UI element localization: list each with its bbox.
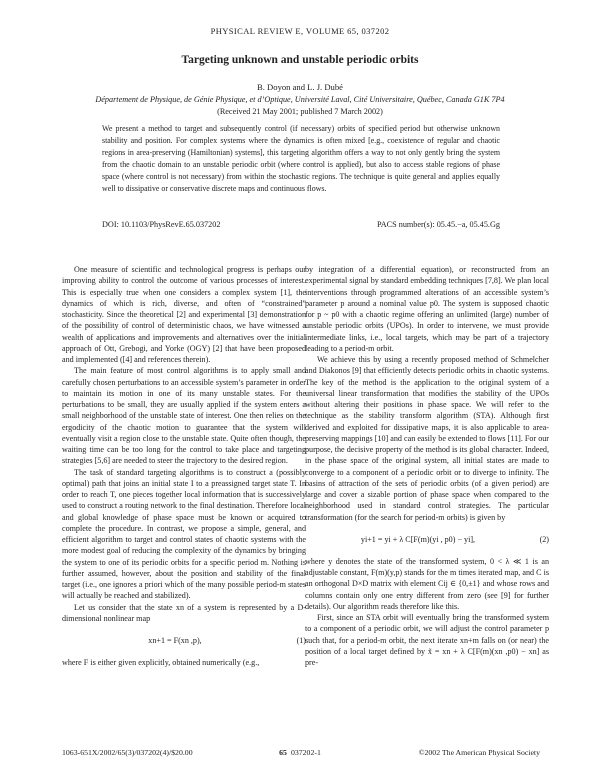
paragraph: First, since an STA orbit will eventually bring the transformed system to a component of a periodic orbit, we will adjust the control parameter p such that, for a period-m orbit, the next iterate xn+m falls on (or near) the position of a local target defined by x̃ = xn + λ C[F(m)(xn ,p0) − xn] as pre- bbox=[305, 613, 549, 667]
paragraph: The task of standard targeting algorithms is to construct a (possibly optimal) path that joins an initial state I to a preassigned target state T. In order to reach T, one pieces together local information that is successively used to construct a routing network to the final destination. Therefore local and global knowledge of phase space must be known or acquired to complete the procedure. In contrast, we propose a simple, general, and efficient algorithm to target and control states of chaotic systems with the more modest goal of reducing the complexity of the dynamics by bringing the system to one of its periodic orbits for a specific period m. Nothing is further assumed, however, about the position and stability of the final target (i.e., one ignores a priori which of the many possible period-m states will actually be reached and stabilized). bbox=[62, 467, 306, 601]
left-column bbox=[62, 264, 306, 668]
equation-number: (1) bbox=[296, 636, 306, 646]
paper-title: Targeting unknown and unstable periodic orbits bbox=[181, 54, 419, 66]
footer-issn: 1063-651X/2002/65(3)/037202(4)/$20.00 bbox=[62, 748, 193, 757]
right-column bbox=[305, 264, 549, 668]
paragraph: The main feature of most control algorithms is to apply small and carefully chosen perturbations to an accessible system’s parameter in order to maintain its motion in one of its many unstable states. For the perturbations to be small, they are usually applied if the system enters a small neighborhood of the unstable state of interest. One then relies on the ergodicity of the chaotic motion to guarantee that the system will eventually visit a region close to the unstable state. Quite often though, the waiting time can be too long for the control to take place and targeting strategies [5,6] are needed to steer the trajectory to the desired region. bbox=[62, 366, 306, 466]
doi[interactable]: DOI: 10.1103/PhysRevE.65.037202 bbox=[102, 220, 221, 229]
equation-1 bbox=[62, 634, 306, 648]
affiliation: Département de Physique, de Génie Physique, et d’Optique, Université Laval, Cité Universitaire, Québec, Canada G1K 7P4 bbox=[95, 95, 505, 104]
paragraph: We achieve this by using a recently proposed method of Schmelcher and Diakonos [9] that efficiently detects periodic orbits in chaotic systems. The key of the method is the application to the original system of a universal linear transformation that modifies the stability of the UPOs without altering their positions in phase space. We will refer to the technique as the stability transform algorithm (STA). Although first derived and exploited for dissipative maps, it is also applicable to area-preserving mappings [10] and can easily be extended to flows [11]. For our purpose, the decisive property of the method is its global character. Indeed, in the phase space of the original system, all initial states are made to converge to a component of a periodic orbit or to diverge to infinity. The basins of attraction of the sets of periodic orbits (of a given period) are large and cover a sizable portion of phase space when compared to the neighborhood used in standard control strategies. The particular transformation (for the search for period-m orbits) is given by bbox=[305, 355, 549, 522]
paragraph: by integration of a differential equation), or reconstructed from an experimental signal by standard embedding techniques [7,8]. We plan local interventions through programmed alterations of an accessible system’s parameter p around a nominal value p0. The system is supposed chaotic for p ~ p0 with a chaotic regime offering an unlimited (large) number of unstable periodic orbits (UPOs). In order to intervene, we must provide intermediate links, i.e., local targets, which may be part of a trajectory leading to a period-m orbit. bbox=[305, 265, 549, 353]
equation-2 bbox=[305, 533, 549, 547]
abstract: We present a method to target and subsequently control (if necessary) orbits of specified period but otherwise unknown stability and position. For complex systems where the dynamics is often mixed [e.g., coexistence of regular and chaotic regions in area-preserving (Hamiltonian) systems], this targeting algorithm offers a way to not only gently bring the system from the chaotic domain to an unstable periodic orbit (where control is applied), but also to access stable regions of phase space (where control is not necessary) from within the stochastic regions. The technique is quite general and applies equally well to dissipative or conservative discrete maps and continuous flows. bbox=[102, 124, 500, 193]
paragraph: where F is either given explicitly, obtained numerically (e.g., bbox=[62, 658, 260, 667]
journal-header: PHYSICAL REVIEW E, VOLUME 65, 037202 bbox=[210, 26, 390, 36]
equation-expression: yi+1 = yi + λ C[F(m)(yi , p0) − yi], bbox=[360, 535, 476, 545]
paragraph: Let us consider that the state xn of a system is represented by a D-dimensional nonlinear map bbox=[62, 602, 306, 623]
paragraph: where y denotes the state of the transformed system, 0 < λ ≪ 1 is an adjustable constant, F(m)(y,p) stands for the m times iterated map, and C is an orthogonal D×D matrix with element Cij ∈ {0,±1} and whose rows and columns contain only one entry different from zero (see [9] for further details). Our algorithm reads therefore like this. bbox=[305, 556, 549, 611]
paragraph: One measure of scientific and technological progress is perhaps our improving ability to control the outcome of various processes of interest. This is especially true when one considers a complex system [1], the dynamics of which is rich, diverse, and often of “constrained” stochasticity. Since the theoretical [2] and experimental [3] demonstration of the possibility of control of deterministic chaos, we have witnessed a wealth of applications and improvements and alternatives over the initial approach of Ott, Grebogi, and Yorke (OGY) [2] that have been proposed and implemented ([4] and references therein). bbox=[62, 265, 306, 364]
authors: B. Doyon and L. J. Dubé bbox=[257, 82, 343, 92]
footer-copyright: ©2002 The American Physical Society bbox=[418, 748, 540, 757]
equation-number: (2) bbox=[539, 535, 549, 545]
page-id: 037202-1 bbox=[290, 748, 321, 757]
volume-number: 65 bbox=[279, 748, 287, 757]
pacs-numbers: PACS number(s): 05.45.−a, 05.45.Gg bbox=[376, 220, 500, 229]
received-dates: (Received 21 May 2001; published 7 March 2002) bbox=[217, 107, 383, 116]
equation-expression: xn+1 = F(xn ,p), bbox=[148, 636, 202, 646]
